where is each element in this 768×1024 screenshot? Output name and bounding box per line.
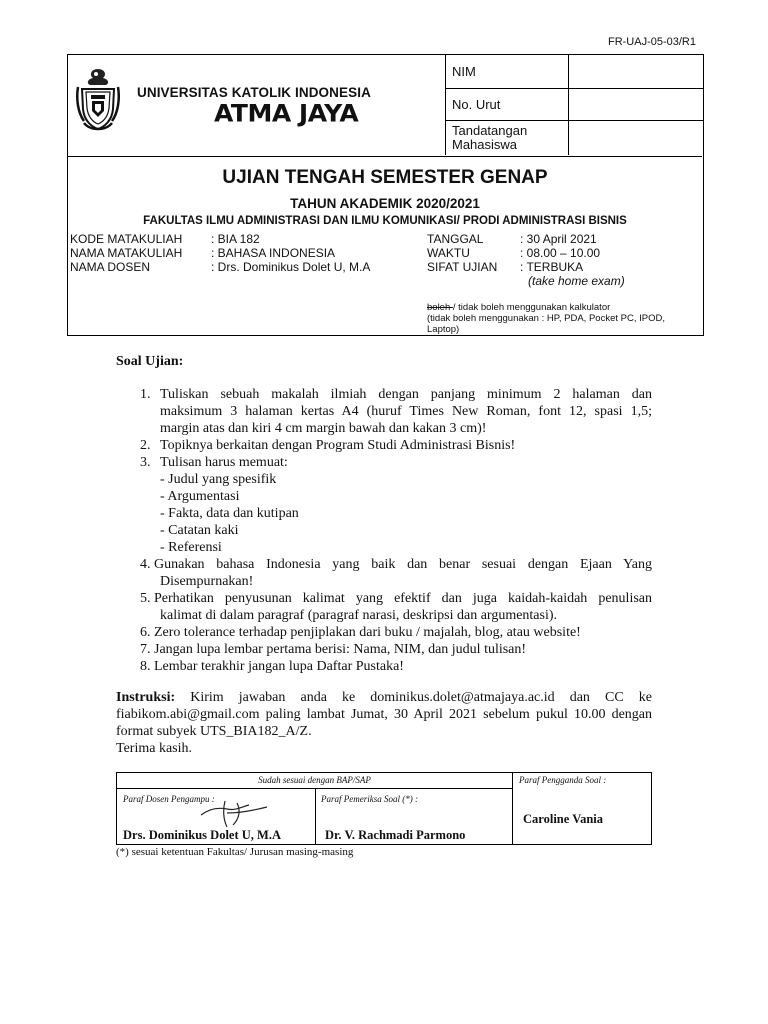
take-home-note: (take home exam) bbox=[528, 274, 625, 288]
question-5-line-1: Perhatikan penyusunan kalimat yang efektif dan juga kaidah-kaidah penulisan bbox=[154, 591, 652, 606]
question-1-line-3: margin atas dan kiri 4 cm margin bawah dan kakan 3 cm)! bbox=[160, 421, 487, 436]
copier-initial-label: Paraf Pengganda Soal : bbox=[519, 775, 607, 785]
question-1-line-1: Tuliskan sebuah makalah ilmiah dengan panjang minimum 2 halaman dan bbox=[160, 387, 652, 402]
university-logo-icon bbox=[76, 65, 120, 133]
date-label: TANGGAL bbox=[427, 232, 484, 246]
question-4-line-2: Disempurnakan! bbox=[160, 574, 254, 589]
lecturer-initial-label: Paraf Dosen Pengampu : bbox=[123, 794, 215, 804]
exam-header-box bbox=[67, 54, 704, 336]
exam-type-value: : TERBUKA bbox=[520, 260, 584, 274]
no-urut-label: No. Urut bbox=[452, 97, 501, 112]
question-5-line-2: kalimat di dalam paragraf (paragraf narasi, deskripsi dan argumentasi). bbox=[160, 608, 558, 623]
student-id-table bbox=[445, 55, 702, 155]
university-name: UNIVERSITAS KATOLIK INDONESIA bbox=[137, 85, 371, 100]
faculty-program: FAKULTAS ILMU ADMINISTRASI DAN ILMU KOMUNIKASI/ PRODI ADMINISTRASI BISNIS bbox=[143, 215, 627, 227]
column-divider bbox=[512, 773, 513, 844]
instruction-label: Instruksi: bbox=[116, 690, 176, 705]
checker-initial-label: Paraf Pemeriksa Soal (*) : bbox=[321, 794, 418, 804]
question-number: 5. bbox=[140, 591, 151, 606]
form-code: FR-UAJ-05-03/R1 bbox=[607, 36, 696, 48]
lecturer-name: Drs. Dominikus Dolet U, M.A bbox=[123, 828, 281, 842]
sub-item: - Judul yang spesifik bbox=[160, 472, 277, 487]
bap-row bbox=[117, 773, 512, 789]
no-urut-row bbox=[446, 89, 703, 121]
column-divider bbox=[315, 789, 316, 844]
question-7: Jangan lupa lembar pertama berisi: Nama, NIM, dan judul tulisan! bbox=[154, 642, 527, 657]
no-urut-field[interactable] bbox=[568, 89, 703, 120]
nim-label: NIM bbox=[452, 64, 476, 79]
calculator-rule: / tidak boleh menggunakan kalkulator bbox=[452, 302, 611, 313]
question-number: 3. bbox=[140, 455, 151, 470]
footnote: (*) sesuai ketentuan Fakultas/ Jurusan masing-masing bbox=[116, 846, 354, 858]
signature-row bbox=[446, 121, 703, 155]
course-name-value: : BAHASA INDONESIA bbox=[211, 246, 336, 260]
instruction-paragraph bbox=[116, 689, 652, 757]
device-rule: (tidak boleh menggunakan : HP, PDA, Pocket PC, IPOD, bbox=[427, 313, 665, 324]
time-label: WAKTU bbox=[427, 246, 470, 260]
instruction-text: Kirim jawaban anda ke dominikus.dolet@atmajaya.ac.id dan CC ke fiabikom.abi@gmail.com paling lambat Jumat, 30 April 2021 sebelum pukul 10.00 dengan format subyek UTS_BIA182_A/Z. bbox=[116, 690, 652, 739]
question-number: 7. bbox=[140, 642, 151, 657]
nim-field[interactable] bbox=[568, 55, 703, 88]
question-number: 1. bbox=[140, 387, 151, 402]
time-value: : 08.00 – 10.00 bbox=[520, 246, 601, 260]
questions-heading: Soal Ujian: bbox=[116, 354, 184, 369]
closing-text: Terima kasih. bbox=[116, 741, 192, 756]
device-rule-cont: Laptop) bbox=[427, 324, 460, 335]
question-6: Zero tolerance terhadap penjiplakan dari buku / majalah, blog, atau website! bbox=[154, 625, 581, 640]
header-top-row bbox=[68, 55, 702, 157]
lecturer-label: NAMA DOSEN bbox=[70, 260, 151, 274]
checker-name: Dr. V. Rachmadi Parmono bbox=[325, 828, 466, 842]
signature-field[interactable] bbox=[568, 121, 703, 155]
bap-note: Sudah sesuai dengan BAP/SAP bbox=[258, 775, 371, 785]
question-list bbox=[116, 386, 656, 686]
sub-item: - Referensi bbox=[160, 540, 222, 555]
question-3: Tulisan harus memuat: bbox=[160, 455, 288, 470]
copier-name: Caroline Vania bbox=[523, 812, 603, 826]
question-number: 8. bbox=[140, 659, 151, 674]
sub-item: - Fakta, data dan kutipan bbox=[160, 506, 299, 521]
struck-allowed: boleh bbox=[427, 302, 453, 313]
exam-title: UJIAN TENGAH SEMESTER GENAP bbox=[222, 167, 548, 188]
calculator-note bbox=[427, 302, 665, 335]
lecturer-signature-icon bbox=[197, 797, 277, 829]
nim-row bbox=[446, 55, 703, 89]
course-name-label: NAMA MATAKULIAH bbox=[70, 246, 183, 260]
question-number: 2. bbox=[140, 438, 151, 453]
question-number: 6. bbox=[140, 625, 151, 640]
approval-table bbox=[116, 772, 652, 845]
sub-item: - Catatan kaki bbox=[160, 523, 239, 538]
question-4-line-1: Gunakan bahasa Indonesia yang baik dan benar sesuai dengan Ejaan Yang bbox=[154, 557, 652, 572]
university-branding bbox=[68, 55, 445, 155]
question-2: Topiknya berkaitan dengan Program Studi Administrasi Bisnis! bbox=[160, 438, 516, 453]
course-code-label: KODE MATAKULIAH bbox=[70, 232, 183, 246]
academic-year: TAHUN AKADEMIK 2020/2021 bbox=[290, 196, 480, 211]
date-value: : 30 April 2021 bbox=[520, 232, 597, 246]
question-number: 4. bbox=[140, 557, 151, 572]
question-1-line-2: maksimum 3 halaman kertas A4 (huruf Times New Roman, font 12, spasi 1,5; bbox=[160, 404, 652, 419]
course-code-value: : BIA 182 bbox=[211, 232, 260, 246]
sub-item: - Argumentasi bbox=[160, 489, 240, 504]
university-brand: ATMA JAYA bbox=[214, 99, 359, 128]
question-8: Lembar terakhir jangan lupa Daftar Pustaka! bbox=[154, 659, 404, 674]
lecturer-value: : Drs. Dominikus Dolet U, M.A bbox=[211, 260, 371, 274]
exam-type-label: SIFAT UJIAN bbox=[427, 260, 498, 274]
signature-label: Tandatangan Mahasiswa bbox=[452, 123, 528, 152]
